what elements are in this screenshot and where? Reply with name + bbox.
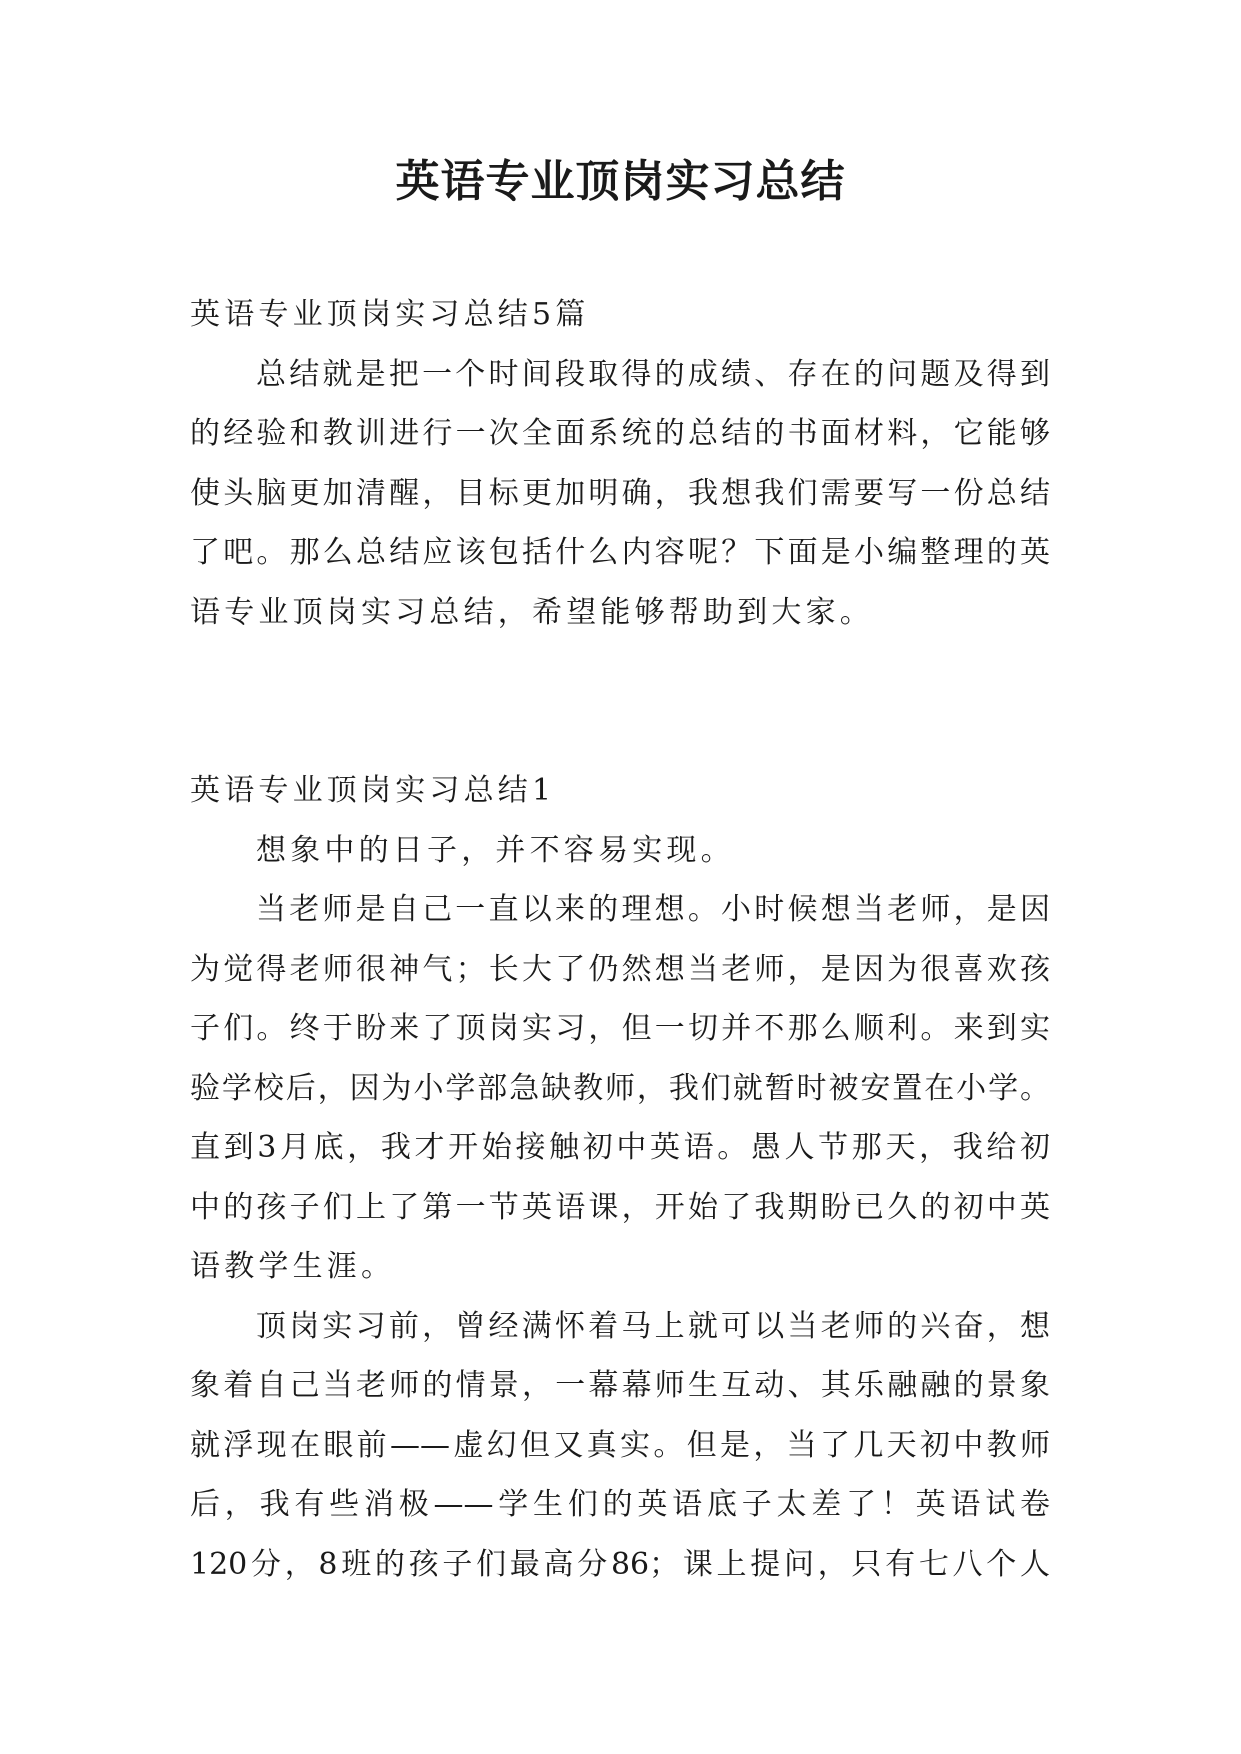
section-spacer [190, 642, 1050, 761]
intro-line: 的经验和教训进行一次全面系统的总结的书面材料，它能够 [190, 416, 1050, 451]
intro-line: 总结就是把一个时间段取得的成绩、存在的问题及得到 [256, 356, 1050, 392]
document-body [190, 285, 1050, 1594]
paragraph-line: 象着自己当老师的情景，一幕幕师生互动、其乐融融的景象 [190, 1368, 1050, 1403]
section1-heading: 英语专业顶岗实习总结1 [190, 773, 556, 808]
intro-line: 使头脑更加清醒，目标更加明确，我想我们需要写一份总结 [190, 475, 1050, 511]
paragraph-line: 120分，8班的孩子们最高分86；课上提问，只有七八个人 [190, 1546, 1050, 1582]
intro-line: 了吧。那么总结应该包括什么内容呢？下面是小编整理的英 [190, 535, 1050, 570]
section1-paragraph-2 [190, 880, 1050, 1297]
intro-paragraph [190, 345, 1050, 643]
paragraph-line: 当老师是自己一直以来的理想。小时候想当老师，是因 [256, 892, 1050, 927]
paragraph-line: 验学校后，因为小学部急缺教师，我们就暂时被安置在小学。 [190, 1070, 1050, 1106]
paragraph-line: 中的孩子们上了第一节英语课，开始了我期盼已久的初中英 [190, 1189, 1050, 1225]
section1-paragraph-3 [190, 1297, 1050, 1595]
paragraph-line: 为觉得老师很神气；长大了仍然想当老师，是因为很喜欢孩 [190, 951, 1050, 987]
paragraph-line: 子们。终于盼来了顶岗实习，但一切并不那么顺利。来到实 [190, 1011, 1050, 1046]
paragraph-line: 语教学生涯。 [190, 1249, 396, 1284]
document-title: 英语专业顶岗实习总结 [395, 156, 846, 207]
paragraph-line: 后，我有些消极——学生们的英语底子太差了！英语试卷 [190, 1487, 1050, 1522]
paragraph-line: 直到3月底，我才开始接触初中英语。愚人节那天，我给初 [190, 1130, 1050, 1165]
intro-line: 语专业顶岗实习总结，希望能够帮助到大家。 [190, 594, 874, 630]
paragraph-line: 就浮现在眼前——虚幻但又真实。但是，当了几天初中教师 [190, 1427, 1050, 1463]
intro-heading: 英语专业顶岗实习总结5篇 [190, 297, 590, 332]
paragraph-line: 顶岗实习前，曾经满怀着马上就可以当老师的兴奋，想 [256, 1308, 1050, 1344]
section1-paragraph-1: 想象中的日子，并不容易实现。 [256, 832, 735, 868]
